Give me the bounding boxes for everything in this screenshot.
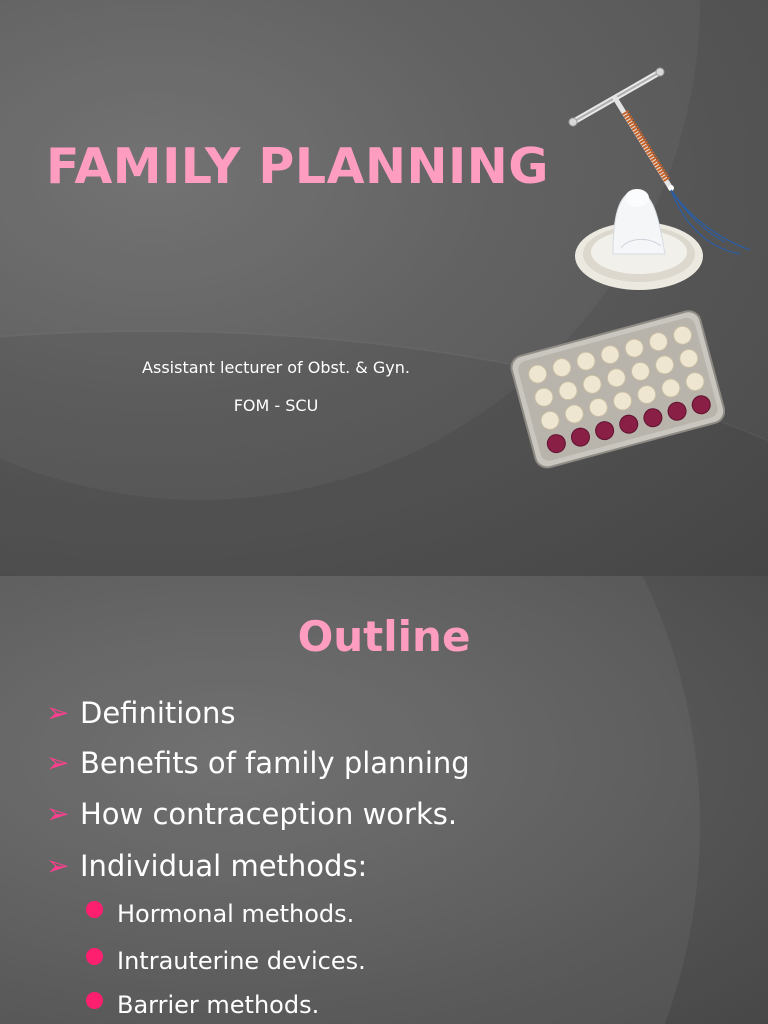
- arrow-bullet-icon: ➢: [46, 849, 70, 882]
- author-affiliation: FOM - SCU: [233, 396, 319, 415]
- condom-image: [573, 188, 708, 298]
- outline-title: Outline: [297, 612, 471, 661]
- bullet-item: [46, 746, 470, 780]
- sub-bullet-text: Barrier methods.: [117, 991, 320, 1019]
- dot-bullet-icon: [86, 948, 103, 965]
- bullet-text: How contraception works.: [80, 797, 458, 831]
- arrow-bullet-icon: ➢: [46, 696, 70, 729]
- arrow-bullet-icon: ➢: [46, 797, 70, 830]
- arrow-bullet-icon: ➢: [46, 746, 70, 779]
- bullet-item: [46, 797, 457, 831]
- dot-bullet-icon: [86, 901, 103, 918]
- sub-bullet-item: [86, 900, 354, 928]
- sub-bullet-text: Hormonal methods.: [117, 900, 355, 928]
- sub-bullet-item: [86, 947, 366, 975]
- author-role: Assistant lecturer of Obst. & Gyn.: [142, 358, 410, 377]
- bullet-text: Definitions: [80, 696, 236, 730]
- pill-pack-image: [510, 292, 725, 484]
- sub-bullet-item: [86, 991, 319, 1019]
- bullet-text: Benefits of family planning: [80, 746, 470, 780]
- bullet-item: [46, 849, 367, 883]
- bullet-item: [46, 696, 236, 730]
- bullet-text: Individual methods:: [80, 849, 368, 883]
- dot-bullet-icon: [86, 992, 103, 1009]
- sub-bullet-text: Intrauterine devices.: [117, 947, 366, 975]
- slide-title: FAMILY PLANNING: [46, 138, 549, 195]
